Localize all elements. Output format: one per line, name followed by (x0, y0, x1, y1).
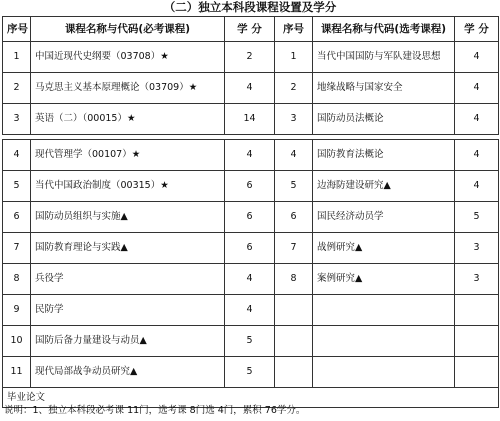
row-number-required: 2 (3, 73, 31, 104)
row-number-elective: 6 (275, 202, 313, 233)
row-number-required: 10 (3, 326, 31, 357)
header-seq-right: 序号 (275, 17, 313, 42)
row-number-elective: 1 (275, 42, 313, 73)
header-seq-left: 序号 (3, 17, 31, 42)
elective-course-name (313, 357, 455, 388)
required-course-name: 英语（二）（00015）★ (31, 104, 225, 135)
header-credit-left: 学 分 (225, 17, 275, 42)
required-course-name: 民防学 (31, 295, 225, 326)
required-course-credit: 4 (225, 264, 275, 295)
table-row (3, 42, 499, 73)
table-body-top (3, 42, 499, 135)
thesis-cell: 毕业论文 (3, 388, 499, 408)
row-number-elective: 8 (275, 264, 313, 295)
elective-course-credit: 5 (455, 202, 499, 233)
row-number-required: 3 (3, 104, 31, 135)
elective-course-credit: 4 (455, 140, 499, 171)
table-row (3, 171, 499, 202)
elective-course-credit: 3 (455, 233, 499, 264)
page-title: （二）独立本科段课程设置及学分 (163, 0, 337, 14)
required-course-name: 国防动员组织与实施▲ (31, 202, 225, 233)
elective-course-credit: 4 (455, 171, 499, 202)
required-course-name: 兵役学 (31, 264, 225, 295)
required-course-credit: 14 (225, 104, 275, 135)
row-number-elective: 2 (275, 73, 313, 104)
row-number-elective: 3 (275, 104, 313, 135)
required-course-name: 现代管理学（00107）★ (31, 140, 225, 171)
row-number-elective (275, 357, 313, 388)
required-course-credit: 6 (225, 171, 275, 202)
required-course-name: 中国近现代史纲要（03708）★ (31, 42, 225, 73)
required-course-credit: 5 (225, 326, 275, 357)
row-number-required: 5 (3, 171, 31, 202)
elective-course-name (313, 326, 455, 357)
elective-course-credit: 3 (455, 264, 499, 295)
table-row (3, 140, 499, 171)
table-row (3, 357, 499, 388)
required-course-credit: 4 (225, 73, 275, 104)
required-course-name: 国防后备力量建设与动员▲ (31, 326, 225, 357)
required-course-credit: 6 (225, 202, 275, 233)
required-course-name: 马克思主义基本原理概论（03709）★ (31, 73, 225, 104)
elective-course-credit: 4 (455, 42, 499, 73)
required-course-credit: 5 (225, 357, 275, 388)
table-row (3, 73, 499, 104)
row-number-required: 6 (3, 202, 31, 233)
row-number-required: 8 (3, 264, 31, 295)
elective-course-credit: 4 (455, 73, 499, 104)
row-number-elective: 7 (275, 233, 313, 264)
row-number-required: 9 (3, 295, 31, 326)
elective-course-credit (455, 357, 499, 388)
required-course-credit: 6 (225, 233, 275, 264)
header-elective-course: 课程名称与代码(选考课程) (313, 17, 455, 42)
course-table (2, 16, 499, 408)
table-row (3, 326, 499, 357)
elective-course-name: 国防教育法概论 (313, 140, 455, 171)
required-course-credit: 4 (225, 140, 275, 171)
row-number-required: 11 (3, 357, 31, 388)
table-row (3, 295, 499, 326)
elective-course-name: 国民经济动员学 (313, 202, 455, 233)
required-course-name: 国防教育理论与实践▲ (31, 233, 225, 264)
table-body-bottom (3, 140, 499, 388)
table-row (3, 202, 499, 233)
required-course-credit: 2 (225, 42, 275, 73)
elective-course-credit: 4 (455, 104, 499, 135)
row-number-elective: 4 (275, 140, 313, 171)
elective-course-name: 当代中国国防与军队建设思想 (313, 42, 455, 73)
elective-course-name: 边海防建设研究▲ (313, 171, 455, 202)
table-row (3, 264, 499, 295)
elective-course-name (313, 295, 455, 326)
row-number-elective: 5 (275, 171, 313, 202)
row-number-elective (275, 326, 313, 357)
header-credit-right: 学 分 (455, 17, 499, 42)
table-row (3, 233, 499, 264)
elective-course-credit (455, 295, 499, 326)
header-required-course: 课程名称与代码(必考课程) (31, 17, 225, 42)
row-number-required: 4 (3, 140, 31, 171)
table-header-row (3, 17, 499, 42)
elective-course-credit (455, 326, 499, 357)
elective-course-name: 国防动员法概论 (313, 104, 455, 135)
required-course-credit: 4 (225, 295, 275, 326)
elective-course-name: 案例研究▲ (313, 264, 455, 295)
elective-course-name: 战例研究▲ (313, 233, 455, 264)
footnote: 说明：1、独立本科段必考课 11门，选考课 8门选 4门，累积 76学分。 (4, 405, 306, 416)
required-course-name: 现代局部战争动员研究▲ (31, 357, 225, 388)
table-row (3, 104, 499, 135)
row-number-required: 7 (3, 233, 31, 264)
row-number-required: 1 (3, 42, 31, 73)
required-course-name: 当代中国政治制度（00315）★ (31, 171, 225, 202)
elective-course-name: 地缘战略与国家安全 (313, 73, 455, 104)
row-number-elective (275, 295, 313, 326)
